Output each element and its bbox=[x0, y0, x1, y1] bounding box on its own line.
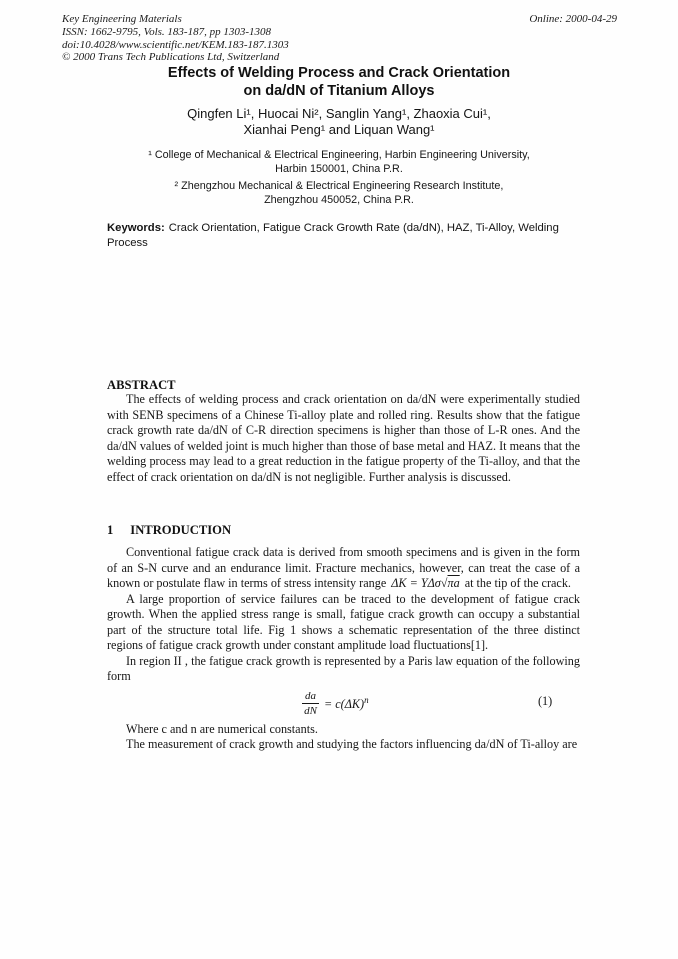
journal-issn: ISSN: 1662-9795, Vols. 183-187, pp 1303-1308 bbox=[62, 25, 271, 38]
introduction-heading bbox=[107, 523, 231, 538]
affiliation-1-line1: ¹ College of Mechanical & Electrical Engineering, Harbin Engineering University, bbox=[148, 149, 530, 161]
affiliation-2 bbox=[88, 179, 590, 207]
journal-copyright: © 2000 Trans Tech Publications Ltd, Switzerland bbox=[62, 51, 280, 64]
keywords-block bbox=[107, 221, 581, 250]
formula-radicand: πa bbox=[447, 576, 460, 590]
affiliations bbox=[88, 148, 590, 207]
intro-paragraph-5: The measurement of crack growth and studying the factors influencing da/dN of Ti-alloy are bbox=[126, 737, 578, 751]
journal-doi: doi:10.4028/www.scientific.net/KEM.183-187.1303 bbox=[62, 38, 289, 51]
fraction-denominator: dN bbox=[304, 704, 317, 717]
intro-p1-tail: at the tip of the crack. bbox=[464, 576, 571, 590]
sqrt-sign: √ bbox=[440, 576, 448, 590]
intro-paragraph-1 bbox=[107, 545, 580, 592]
author-line2: Xianhai Peng¹ and Liquan Wang¹ bbox=[243, 121, 435, 137]
online-date: Online: 2000-04-29 bbox=[529, 13, 617, 25]
intro-p1-text: Conventional fatigue crack data is derived from smooth specimens and is given in the form of an S-N curve and an endurance limit. Fracture mechanics, however, can treat the case of a known or postulate flaw in terms of stress intensity range bbox=[107, 545, 580, 590]
stress-intensity-formula bbox=[391, 576, 459, 590]
intro-paragraph-3: In region II , the fatigue crack growth is represented by a Paris law equation of the following form bbox=[107, 653, 580, 683]
section-number: 1 bbox=[107, 523, 114, 537]
paper-title-line1: Effects of Welding Process and Crack Orientation bbox=[167, 65, 511, 81]
journal-header bbox=[62, 13, 289, 64]
fraction-numerator: da bbox=[302, 690, 319, 704]
introduction-text-block bbox=[107, 545, 580, 753]
paris-law-equation-row bbox=[107, 690, 580, 718]
equation-rhs-text: = c(ΔK) bbox=[324, 697, 365, 712]
equation-rhs bbox=[324, 693, 369, 713]
affiliation-1 bbox=[88, 148, 590, 176]
paper-title bbox=[98, 64, 580, 100]
journal-name: Key Engineering Materials bbox=[62, 13, 182, 25]
equation-number: (1) bbox=[538, 693, 553, 708]
intro-paragraph-2: A large proportion of service failures can be traced to the development of fatigue crack growth. When the applied stress range is small, fatigue crack growth can occupy a substantial part of the structure total life. Fig 1 shows a schematic representation of the three distinct regions of fatigue crack growth under constant amplitude load fluctuations[1]. bbox=[107, 591, 580, 652]
formula-lhs: ΔK = YΔσ bbox=[391, 576, 441, 590]
author-list bbox=[88, 106, 590, 137]
equation-fraction bbox=[302, 690, 319, 717]
keywords-label: Keywords: bbox=[107, 222, 165, 234]
affiliation-2-line2: Zhengzhou 450052, China P.R. bbox=[264, 194, 414, 206]
abstract-text-block bbox=[107, 392, 580, 485]
author-line1: Qingfen Li¹, Huocai Ni², Sanglin Yang¹, Zhaoxia Cui¹, bbox=[187, 106, 491, 121]
affiliation-1-line2: Harbin 150001, China P.R. bbox=[275, 163, 403, 175]
equation-exponent: n bbox=[364, 695, 369, 706]
section-title: INTRODUCTION bbox=[130, 523, 232, 537]
abstract-paragraph: The effects of welding process and crack orientation on da/dN were experimentally studied with SENB specimens of a Chinese Ti-alloy plate and rolled ring. Results show that the fatigue crack growth rate da/dN of C-R direction specimens is higher than those of L-R ones. And the da/dN values of welded joint is much higher than those of base metal and HAZ. It means that the welding process may lead to a great reduction in the fatigue property of the Ti-alloy, and that the effect of crack orientation on da/dN is not negligible. Further analysis is discussed. bbox=[107, 392, 580, 484]
intro-paragraph-4: Where c and n are numerical constants. bbox=[126, 721, 318, 736]
affiliation-2-line1: ² Zhengzhou Mechanical & Electrical Engineering Research Institute, bbox=[174, 180, 504, 192]
keywords-text: Crack Orientation, Fatigue Crack Growth Rate (da/dN), HAZ, Ti-Alloy, Welding Process bbox=[107, 222, 559, 249]
abstract-heading: ABSTRACT bbox=[107, 378, 176, 392]
paper-title-line2: on da/dN of Titanium Alloys bbox=[243, 83, 435, 99]
paris-law-equation bbox=[302, 690, 369, 717]
